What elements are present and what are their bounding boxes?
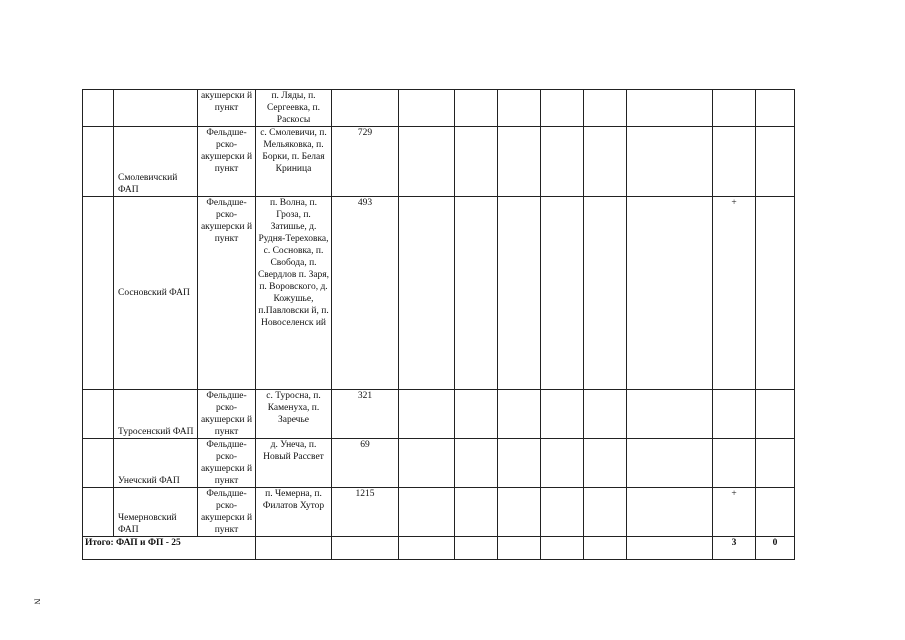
facilities-table [82, 89, 795, 560]
row-number-cell [83, 390, 114, 439]
empty-cell [498, 90, 541, 127]
empty-cell [584, 439, 627, 488]
population-cell: 493 [332, 197, 399, 390]
empty-cell [541, 127, 584, 197]
facility-name-cell: Смолевичский ФАП [114, 127, 198, 197]
empty-cell [498, 488, 541, 537]
table-row [83, 439, 795, 488]
row-number-cell [83, 197, 114, 390]
empty-cell [627, 127, 713, 197]
empty-cell [627, 197, 713, 390]
empty-cell [455, 197, 498, 390]
empty-cell [756, 127, 795, 197]
empty-cell [399, 90, 455, 127]
facility-name-cell: Чемерновский ФАП [114, 488, 198, 537]
empty-cell [756, 90, 795, 127]
facility-name-cell [114, 90, 198, 127]
facility-name-text: Сосновский ФАП [118, 288, 190, 298]
empty-cell [627, 439, 713, 488]
facility-type-cell: Фельдше-рско-акушерски й пункт [198, 439, 256, 488]
empty-cell [541, 90, 584, 127]
total-label: Итого: ФАП и ФП - 25 [83, 537, 256, 560]
mark-cell: + [713, 488, 756, 537]
row-number-cell [83, 90, 114, 127]
empty-cell [756, 488, 795, 537]
empty-cell [455, 488, 498, 537]
empty-cell [399, 439, 455, 488]
mark-cell [713, 439, 756, 488]
empty-cell [256, 537, 332, 560]
population-cell: 321 [332, 390, 399, 439]
row-number-cell [83, 127, 114, 197]
facility-type-cell: акушерски й пункт [198, 90, 256, 127]
table-row [83, 197, 795, 390]
facility-name-cell [114, 197, 198, 390]
table-row [83, 90, 795, 127]
empty-cell [455, 127, 498, 197]
empty-cell [399, 197, 455, 390]
empty-cell [541, 488, 584, 537]
villages-cell: п. Волна, п. Гроза, п. Затишье, д. Рудня-Тереховка, с. Сосновка, п. Свобода, п. Свердлов п. Заря, п. Воровского, д. Кожушье, п.Павловски й, п. Новоселенск ий [256, 197, 332, 390]
empty-cell [399, 537, 455, 560]
total-col-b: 0 [756, 537, 795, 560]
row-number-cell [83, 488, 114, 537]
population-cell: 1215 [332, 488, 399, 537]
empty-cell [584, 390, 627, 439]
empty-cell [756, 390, 795, 439]
empty-cell [498, 390, 541, 439]
empty-cell [498, 127, 541, 197]
row-number-cell [83, 439, 114, 488]
empty-cell [627, 537, 713, 560]
empty-cell [584, 537, 627, 560]
empty-cell [584, 90, 627, 127]
mark-cell [713, 90, 756, 127]
empty-cell [756, 197, 795, 390]
empty-cell [627, 90, 713, 127]
empty-cell [455, 90, 498, 127]
empty-cell [541, 197, 584, 390]
total-col-a: 3 [713, 537, 756, 560]
empty-cell [399, 390, 455, 439]
empty-cell [498, 439, 541, 488]
empty-cell [455, 390, 498, 439]
population-cell: 69 [332, 439, 399, 488]
empty-cell [498, 197, 541, 390]
empty-cell [541, 537, 584, 560]
population-cell: 729 [332, 127, 399, 197]
empty-cell [541, 439, 584, 488]
empty-cell [455, 439, 498, 488]
facility-type-cell: Фельдше-рско-акушерски й пункт [198, 488, 256, 537]
table-row [83, 390, 795, 439]
facility-name-cell: Унечский ФАП [114, 439, 198, 488]
empty-cell [756, 439, 795, 488]
mark-cell [713, 127, 756, 197]
villages-cell: п. Ляды, п. Сергеевка, п. Раскосы [256, 90, 332, 127]
empty-cell [399, 488, 455, 537]
empty-cell [541, 390, 584, 439]
villages-cell: с. Туросна, п. Каменуха, п. Заречье [256, 390, 332, 439]
empty-cell [584, 127, 627, 197]
table-row [83, 488, 795, 537]
empty-cell [332, 537, 399, 560]
total-row [83, 537, 795, 560]
empty-cell [627, 390, 713, 439]
facility-type-cell: Фельдше-рско-акушерски й пункт [198, 390, 256, 439]
empty-cell [455, 537, 498, 560]
mark-cell: + [713, 197, 756, 390]
population-cell [332, 90, 399, 127]
empty-cell [627, 488, 713, 537]
villages-cell: д. Унеча, п. Новый Рассвет [256, 439, 332, 488]
empty-cell [399, 127, 455, 197]
empty-cell [498, 537, 541, 560]
table-row [83, 127, 795, 197]
facility-name-cell: Туросенский ФАП [114, 390, 198, 439]
empty-cell [584, 197, 627, 390]
facility-type-cell: Фельдше-рско-акушерски й пункт [198, 197, 256, 390]
mark-cell [713, 390, 756, 439]
villages-cell: с. Смолевичи, п. Мельяковка, п. Борки, п. Белая Криница [256, 127, 332, 197]
page-number: N [32, 598, 42, 605]
villages-cell: п. Чемерна, п. Филатов Хутор [256, 488, 332, 537]
facility-type-cell: Фельдше-рско-акушерски й пункт [198, 127, 256, 197]
empty-cell [584, 488, 627, 537]
